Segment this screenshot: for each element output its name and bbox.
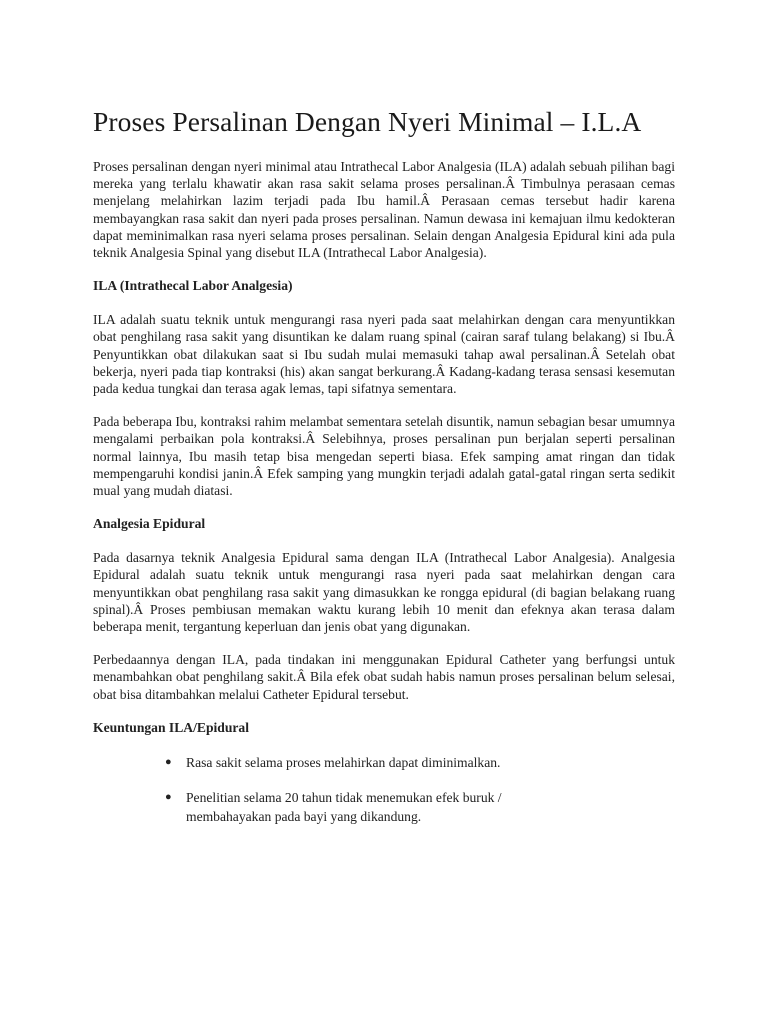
list-item xyxy=(165,788,586,826)
intro-paragraph: Proses persalinan dengan nyeri minimal atau Intrathecal Labor Analgesia (ILA) adalah sebuah pilihan bagi mereka yang terlalu khawatir akan rasa sakit selama proses persalinan.Â Timbulnya perasaan cemas menjelang melahirkan lazim terjadi pada Ibu hamil.Â Perasaan cemas tersebut hadir karena membayangkan rasa sakit dan nyeri pada proses persalinan. Namun dewasa ini kemajuan ilmu kedokteran dapat meminimalkan rasa nyeri selama proses persalinan. Selain dengan Analgesia Epidural kini ada pula teknik Analgesia Spinal yang disebut ILA (Intrathecal Labor Analgesia). xyxy=(93,159,675,261)
epidural-paragraph-1: Pada dasarnya teknik Analgesia Epidural sama dengan ILA (Intrathecal Labor Analgesia). Analgesia Epidural adalah suatu teknik untuk mengurangi rasa nyeri pada saat melahirkan dengan cara menyuntikkan obat penghilang rasa sakit yang dimasukkan ke rongga epidural (di bagian belakang ruang spinal).Â Proses pembiusan memakan waktu kurang lebih 10 menit dan efeknya akan terasa dalam beberapa menit, tergantung keperluan dan jenis obat yang digunakan. xyxy=(93,550,675,635)
document-page xyxy=(93,104,675,842)
section-heading-ila: ILA (Intrathecal Labor Analgesia) xyxy=(93,278,293,294)
ila-paragraph-2: Pada beberapa Ibu, kontraksi rahim melambat sementara setelah disuntik, namun sebagian besar umumnya mengalami perbaikan pola kontraksi.Â Selebihnya, proses persalinan pun berjalan seperti persalinan normal lainnya, Ibu masih tetap bisa mengedan seperti biasa. Efek samping amat ringan dan tidak mempengaruhi kondisi janin.Â Efek samping yang mungkin terjadi adalah gatal-gatal ringan serta sedikit mual yang mudah diatasi. xyxy=(93,414,675,499)
section-heading-epidural: Analgesia Epidural xyxy=(93,516,206,532)
page-title: Proses Persalinan Dengan Nyeri Minimal – I.L.A xyxy=(93,106,642,137)
list-item-text: Rasa sakit selama proses melahirkan dapat diminimalkan. xyxy=(186,754,501,770)
section-heading-keuntungan: Keuntungan ILA/Epidural xyxy=(93,719,250,735)
list-item xyxy=(165,753,586,772)
epidural-paragraph-2: Perbedaannya dengan ILA, pada tindakan ini menggunakan Epidural Catheter yang berfungsi untuk menambahkan obat penghilang sakit.Â Bila efek obat sudah habis namun proses persalinan belum selesai, obat bisa ditambahkan melalui Catheter Epidural tersebut. xyxy=(93,652,675,702)
list-item-text: Penelitian selama 20 tahun tidak menemukan efek buruk / membahayakan pada bayi yang dikandung. xyxy=(186,789,502,824)
ila-paragraph-1: ILA adalah suatu teknik untuk mengurangi rasa nyeri pada saat melahirkan dengan cara menyuntikkan obat penghilang rasa sakit yang disuntikan ke dalam ruang spinal (cairan saraf tulang belakang) si Ibu.Â Penyuntikkan obat dilakukan saat si Ibu sudah mulai memasuki tahap awal persalinan.Â Setelah obat bekerja, nyeri pada tiap kontraksi (his) akan sangat berkurang.Â Kadang-kadang terasa sensasi kesemutan pada kedua tungkai dan terasa agak lemas, tapi sifatnya sementara. xyxy=(93,312,675,397)
bullet-icon: ● xyxy=(165,790,172,803)
bullet-icon: ● xyxy=(165,755,172,768)
keuntungan-list xyxy=(93,753,675,826)
